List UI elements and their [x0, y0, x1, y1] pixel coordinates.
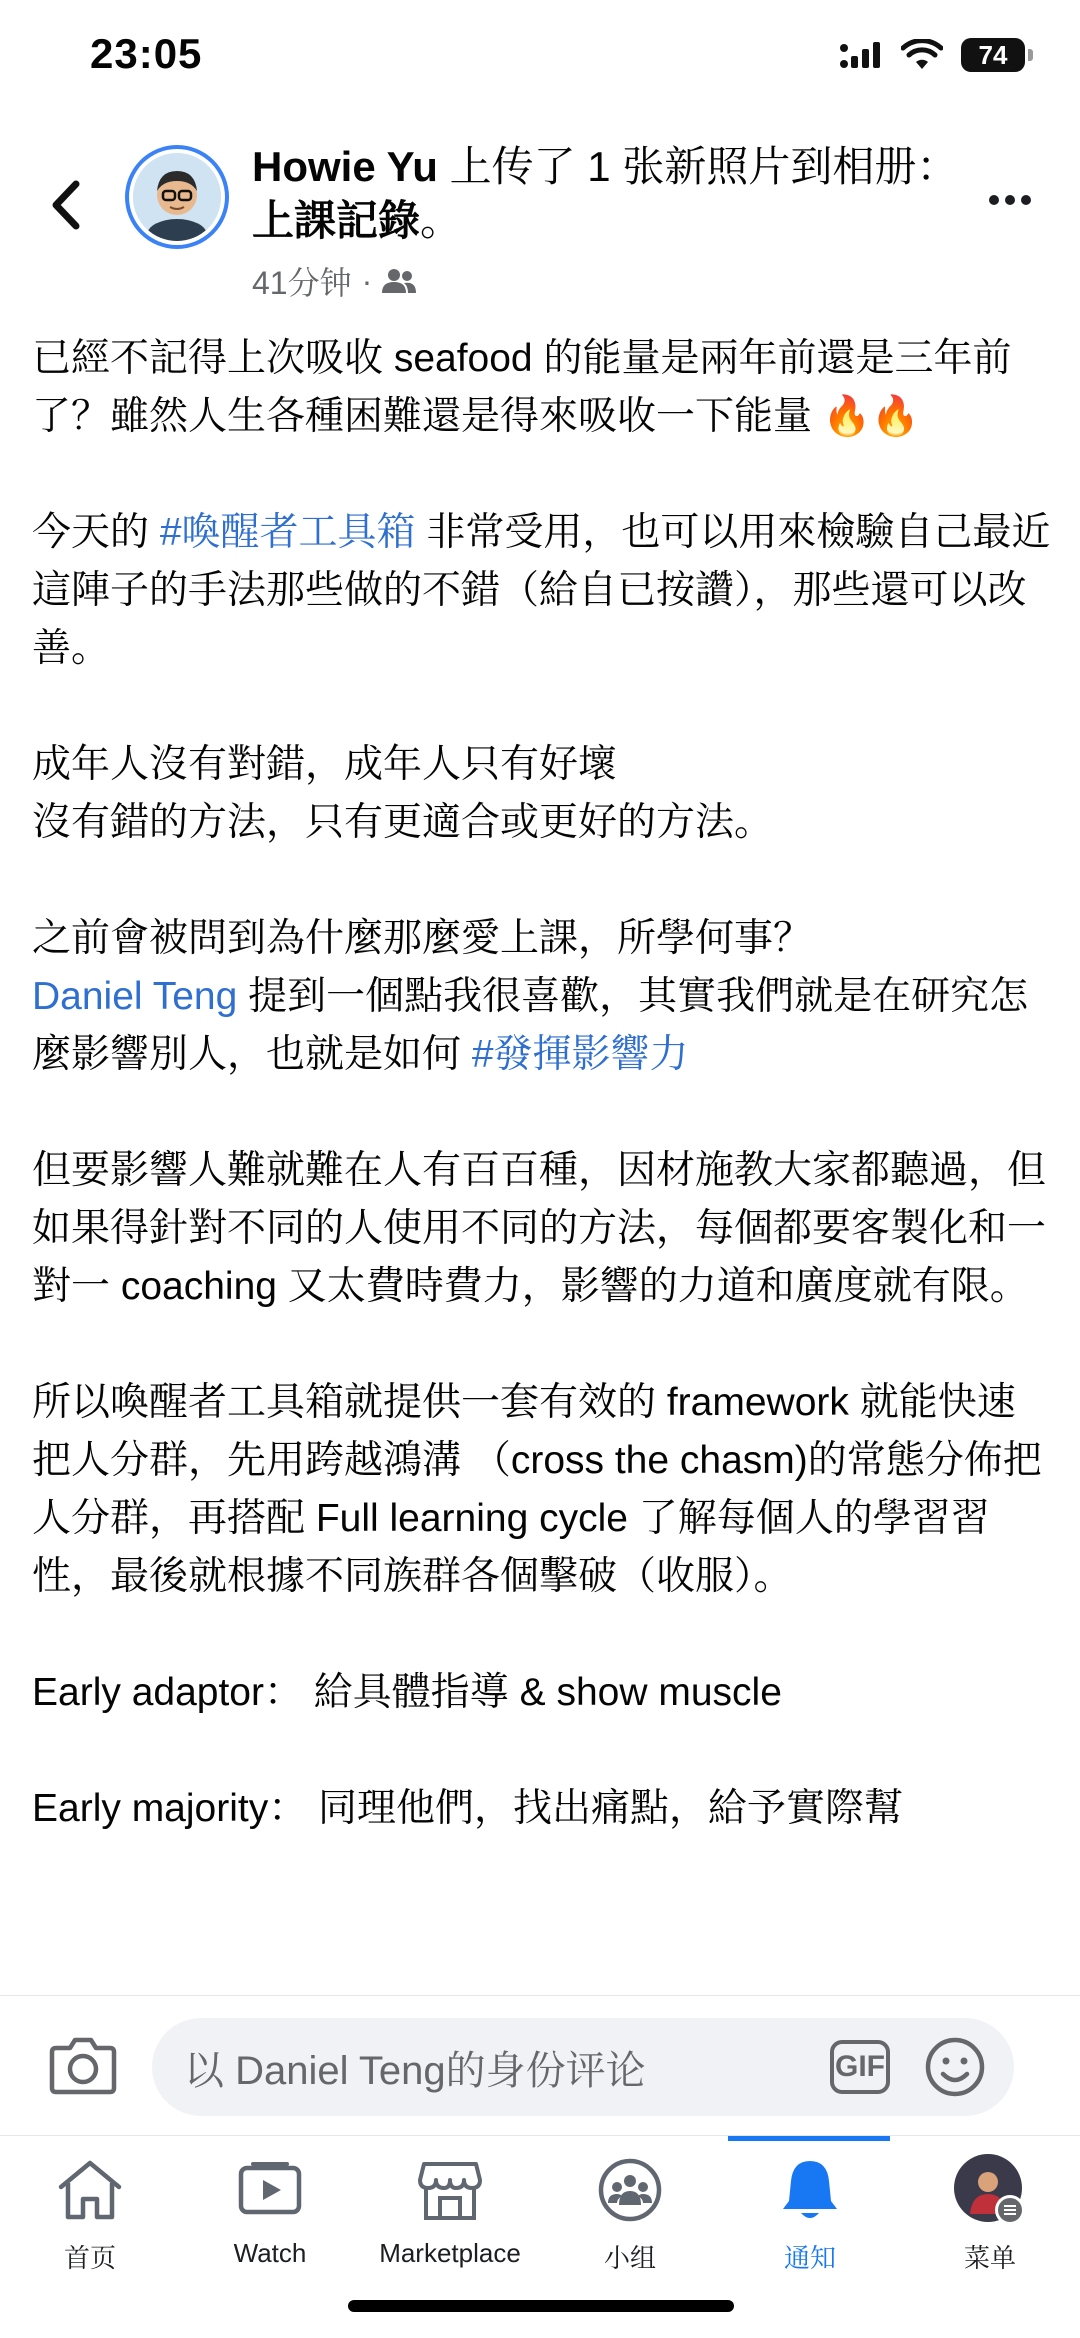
- more-dot-icon: [1021, 195, 1031, 205]
- back-button[interactable]: [40, 170, 90, 240]
- author-name-link[interactable]: Howie Yu: [252, 143, 438, 190]
- gif-label: GIF: [835, 2050, 885, 2083]
- more-dot-icon: [989, 195, 999, 205]
- profile-menu-icon: [952, 2152, 1028, 2228]
- watch-icon: [237, 2160, 303, 2220]
- paragraph-text: 非常受用，也可以用來檢驗自己最近這陣子的手法那些做的不錯（給自已按讚），那些還可以改善。: [32, 511, 1051, 670]
- post-header: [0, 130, 1080, 310]
- tab-label: 菜单: [963, 2243, 1016, 2273]
- tab-watch[interactable]: [180, 2152, 360, 2302]
- post-paragraph: Early adaptor： 給具體指導 & show muscle: [32, 1671, 782, 1714]
- post-action-text: 上传了 1 张新照片到相册：: [437, 143, 959, 190]
- tab-label: 首页: [63, 2243, 116, 2273]
- chevron-left-icon: [48, 180, 82, 230]
- post-paragraph: 但要影響人難就難在人有百百種，因材施教大家都聽過，但如果得針對不同的人使用不同的方法，每個都要客製化和一對一 coaching 又太費時費力，影響的力道和廣度就有限。: [32, 1149, 1047, 1308]
- post-paragraph: Early majority： 同理他們，找出痛點，給予實際幫: [32, 1787, 904, 1830]
- camera-button[interactable]: [48, 2034, 118, 2096]
- tab-notifications[interactable]: [720, 2152, 900, 2302]
- smiley-icon: [924, 2036, 986, 2098]
- battery-level: 74: [978, 39, 1008, 70]
- bell-icon: [779, 2157, 841, 2223]
- tab-menu[interactable]: [900, 2152, 1080, 2302]
- album-link[interactable]: 上課記錄: [252, 197, 421, 244]
- tab-label: 小组: [603, 2243, 656, 2273]
- mention-link[interactable]: Daniel Teng: [32, 975, 238, 1018]
- paragraph-text: 今天的: [32, 511, 160, 554]
- tab-label: Marketplace: [379, 2238, 521, 2268]
- home-indicator: [348, 2300, 734, 2312]
- marketplace-icon: [416, 2158, 484, 2222]
- album-suffix: 。: [420, 197, 463, 244]
- status-bar: [0, 0, 1080, 110]
- post-time[interactable]: 41分钟: [252, 265, 352, 301]
- comment-bar: [0, 1995, 1080, 2136]
- wifi-icon: [901, 39, 943, 71]
- tab-groups[interactable]: [540, 2152, 720, 2302]
- post-body: [32, 330, 1052, 1990]
- paragraph-text: 之前會被問到為什麼那麼愛上課，所學何事？: [32, 917, 813, 960]
- comment-placeholder: 以 Daniel Teng的身份评论: [184, 2048, 646, 2093]
- post-paragraph: 成年人沒有對錯，成年人只有好壞 沒有錯的方法，只有更適合或更好的方法。: [32, 743, 774, 844]
- active-tab-indicator: [728, 2136, 890, 2141]
- tab-marketplace[interactable]: [360, 2152, 540, 2302]
- tab-home[interactable]: [0, 2152, 180, 2302]
- tab-label: 通知: [783, 2243, 836, 2273]
- gif-button[interactable]: [830, 2040, 890, 2094]
- author-avatar[interactable]: [125, 145, 229, 249]
- cellular-signal-icon: [839, 40, 883, 70]
- hashtag-link[interactable]: #喚醒者工具箱: [159, 511, 416, 554]
- tab-label: Watch: [233, 2238, 307, 2268]
- hashtag-link[interactable]: #發揮影響力: [471, 1033, 689, 1076]
- post-paragraph: [32, 504, 1052, 678]
- status-time: 23:05: [90, 30, 203, 77]
- friends-icon: [382, 268, 416, 294]
- battery-icon: [961, 38, 1025, 72]
- post-paragraph: [32, 910, 1052, 1084]
- post-paragraph: 已經不記得上次吸收 seafood 的能量是兩年前還是三年前了？雖然人生各種困難還是得來吸收一下能量 🔥🔥: [32, 337, 1012, 438]
- home-icon: [55, 2157, 125, 2223]
- avatar-memoji-icon: [133, 153, 221, 241]
- camera-icon: [48, 2034, 118, 2096]
- post-paragraph: 所以喚醒者工具箱就提供一套有效的 framework 就能快速把人分群，先用跨越鴻溝 （cross the chasm)的常態分佈把人分群，再搭配 Full learning cycle 了解每個人的學習習性，最後就根據不同族群各個擊破（收服）。: [32, 1381, 1042, 1598]
- more-options-button[interactable]: [980, 180, 1040, 220]
- post-title: [252, 140, 972, 248]
- post-meta: [252, 258, 416, 304]
- more-dot-icon: [1005, 195, 1015, 205]
- emoji-button[interactable]: [924, 2036, 986, 2098]
- meta-separator: ·: [361, 262, 373, 299]
- paragraph-text: 提到一個點我很喜歡，其實我們就是在研究怎麼影響別人，也就是如何: [32, 975, 1029, 1076]
- groups-icon: [597, 2157, 663, 2223]
- status-icons: [839, 38, 1025, 72]
